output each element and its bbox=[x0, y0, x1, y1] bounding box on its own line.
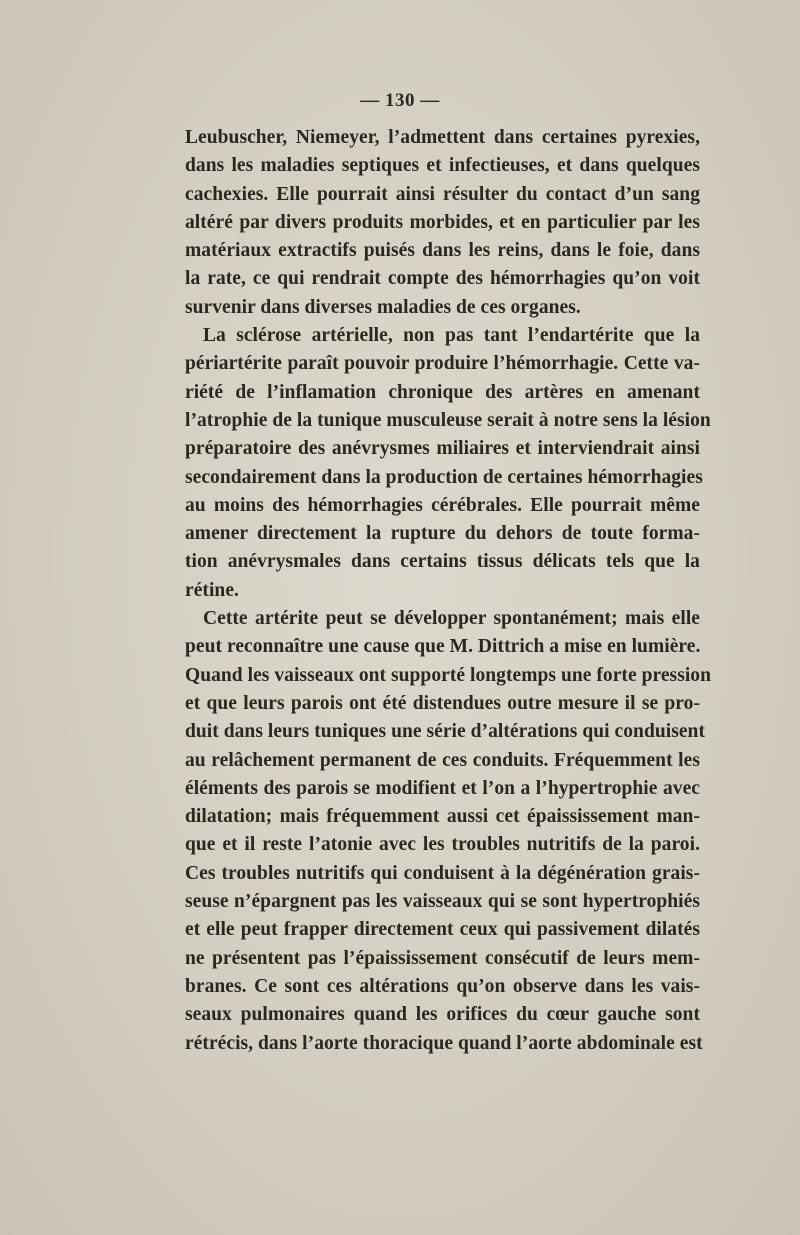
text-line: rétrécis, dans l’aorte thoracique quand l’aorte abdominale est bbox=[185, 1032, 703, 1054]
text-line: secondairement dans la production de certaines hémorrhagies bbox=[185, 466, 703, 488]
text-line: cachexies. Elle pourrait ainsi résulter du contact d’un sang bbox=[185, 183, 700, 205]
text-line: seuse n’épargnent pas les vaisseaux qui se sont hypertrophiés bbox=[185, 891, 700, 913]
text-line: au relâchement permanent de ces conduits. Fréquemment les bbox=[185, 749, 700, 771]
text-line: préparatoire des anévrysmes miliaires et interviendrait ainsi bbox=[185, 438, 700, 460]
text-line: riété de l’inflamation chronique des artères en amenant bbox=[185, 381, 700, 403]
text-line: matériaux extractifs puisés dans les reins, dans le foie, dans bbox=[185, 240, 700, 262]
page-number: — 130 — bbox=[360, 90, 440, 111]
text-line: ne présentent pas l’épaississement consécutif de leurs mem- bbox=[185, 947, 700, 969]
text-line: seaux pulmonaires quand les orifices du cœur gauche sont bbox=[185, 1004, 700, 1026]
text-line: la rate, ce qui rendrait compte des hémorrhagies qu’on voit bbox=[185, 268, 700, 290]
text-line: Leubuscher, Niemeyer, l’admettent dans certaines pyrexies, bbox=[185, 127, 700, 148]
text-line: tion anévrysmales dans certains tissus délicats tels que la bbox=[185, 551, 700, 573]
body-text bbox=[185, 124, 711, 1058]
text-line: Quand les vaisseaux ont supporté longtemps une forte pression bbox=[185, 664, 711, 686]
text-line: périartérite paraît pouvoir produire l’hémorrhagie. Cette va- bbox=[185, 353, 700, 375]
text-line: éléments des parois se modifient et l’on a l’hypertrophie avec bbox=[185, 777, 700, 799]
text-line: dilatation; mais fréquemment aussi cet épaississement man- bbox=[185, 806, 700, 828]
text-line: dans les maladies septiques et infectieuses, et dans quelques bbox=[185, 155, 700, 177]
text-line: au moins des hémorrhagies cérébrales. Elle pourrait même bbox=[185, 494, 700, 516]
text-line: La sclérose artérielle, non pas tant l’endartérite que la bbox=[203, 325, 700, 347]
text-line: et que leurs parois ont été distendues outre mesure il se pro- bbox=[185, 692, 700, 714]
text-line: duit dans leurs tuniques une série d’altérations qui conduisent bbox=[185, 721, 705, 743]
text-line: Ces troubles nutritifs qui conduisent à la dégénération grais- bbox=[185, 862, 700, 884]
text-line: Cette artérite peut se développer spontanément; mais elle bbox=[203, 608, 700, 630]
text-line: rétine. bbox=[185, 579, 239, 601]
text-line: altéré par divers produits morbides, et en particulier par les bbox=[185, 211, 700, 233]
text-line: et elle peut frapper directement ceux qui passivement dilatés bbox=[185, 919, 700, 941]
text-line: survenir dans diverses maladies de ces organes. bbox=[185, 296, 581, 318]
text-line: branes. Ce sont ces altérations qu’on observe dans les vais- bbox=[185, 975, 700, 997]
text-line: peut reconnaître une cause que M. Dittrich a mise en lumière. bbox=[185, 636, 701, 658]
text-line: amener directement la rupture du dehors de toute forma- bbox=[185, 523, 700, 545]
text-line: l’atrophie de la tunique musculeuse serait à notre sens la lésion bbox=[185, 409, 711, 431]
text-line: que et il reste l’atonie avec les troubles nutritifs de la paroi. bbox=[185, 834, 700, 856]
